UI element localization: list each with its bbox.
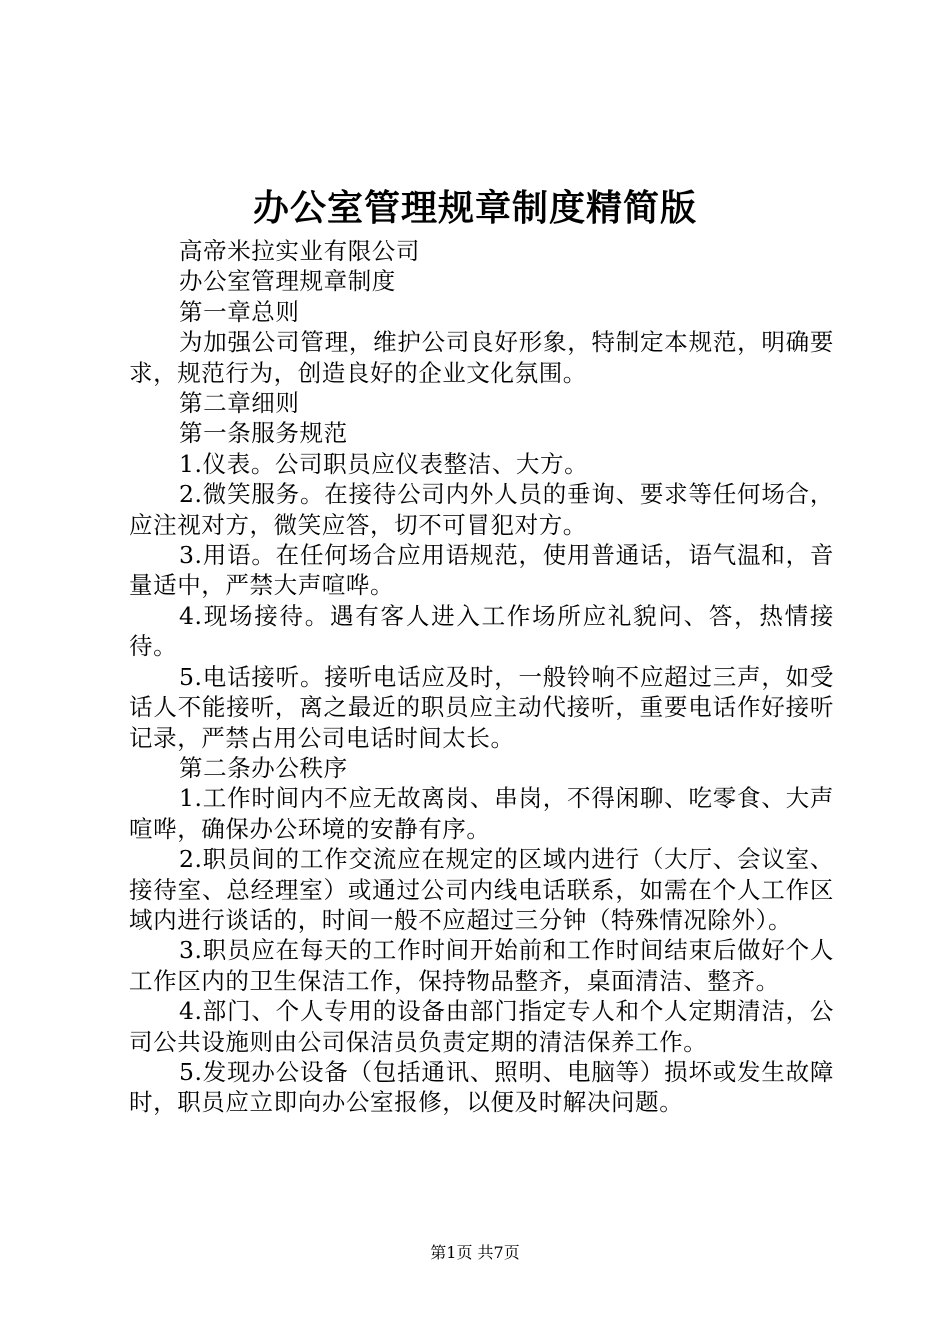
paragraph: 2.职员间的工作交流应在规定的区域内进行（大厅、会议室、接待室、总经理室）或通过公司内线电话联系，如需在个人工作区域内进行谈话的，时间一般不应超过三分钟（特殊情况除外）。 (129, 845, 834, 934)
page-number-footer: 第1页 共7页 (430, 1243, 520, 1262)
paragraph: 5.发现办公设备（包括通讯、照明、电脑等）损坏或发生故障时，职员应立即向办公室报修，以便及时解决问题。 (129, 1057, 834, 1117)
chapter-heading: 第二章细则 (179, 389, 300, 418)
regulation-heading: 办公室管理规章制度 (179, 267, 396, 296)
document-title: 办公室管理规章制度精简版 (252, 187, 697, 229)
paragraph: 3.职员应在每天的工作时间开始前和工作时间结束后做好个人工作区内的卫生保洁工作，保持物品整齐，桌面清洁、整齐。 (129, 936, 834, 995)
article-heading: 第二条办公秩序 (179, 753, 348, 782)
paragraph: 2.微笑服务。在接待公司内外人员的垂询、要求等任何场合，应注视对方，微笑应答，切不可冒犯对方。 (129, 480, 834, 539)
paragraph: 为加强公司管理，维护公司良好形象，特制定本规范，明确要求，规范行为，创造良好的企业文化氛围。 (129, 328, 834, 387)
document-body (129, 236, 834, 1118)
paragraph: 4.部门、个人专用的设备由部门指定专人和个人定期清洁，公司公共设施则由公司保洁员负责定期的清洁保养工作。 (129, 997, 834, 1056)
chapter-heading: 第一章总则 (179, 297, 300, 326)
paragraph: 5.电话接听。接听电话应及时，一般铃响不应超过三声，如受话人不能接听，离之最近的职员应主动代接听，重要电话作好接听记录，严禁占用公司电话时间太长。 (129, 662, 834, 752)
article-heading: 第一条服务规范 (179, 419, 348, 448)
company-name: 高帝米拉实业有限公司 (179, 237, 420, 265)
paragraph: 1.仪表。公司职员应仪表整洁、大方。 (179, 449, 589, 478)
paragraph: 4.现场接待。遇有客人进入工作场所应礼貌问、答，热情接待。 (129, 601, 834, 661)
paragraph: 3.用语。在任何场合应用语规范，使用普通话，语气温和，音量适中，严禁大声喧哗。 (129, 541, 834, 600)
paragraph: 1.工作时间内不应无故离岗、串岗，不得闲聊、吃零食、大声喧哗，确保办公环境的安静有序。 (129, 784, 834, 843)
